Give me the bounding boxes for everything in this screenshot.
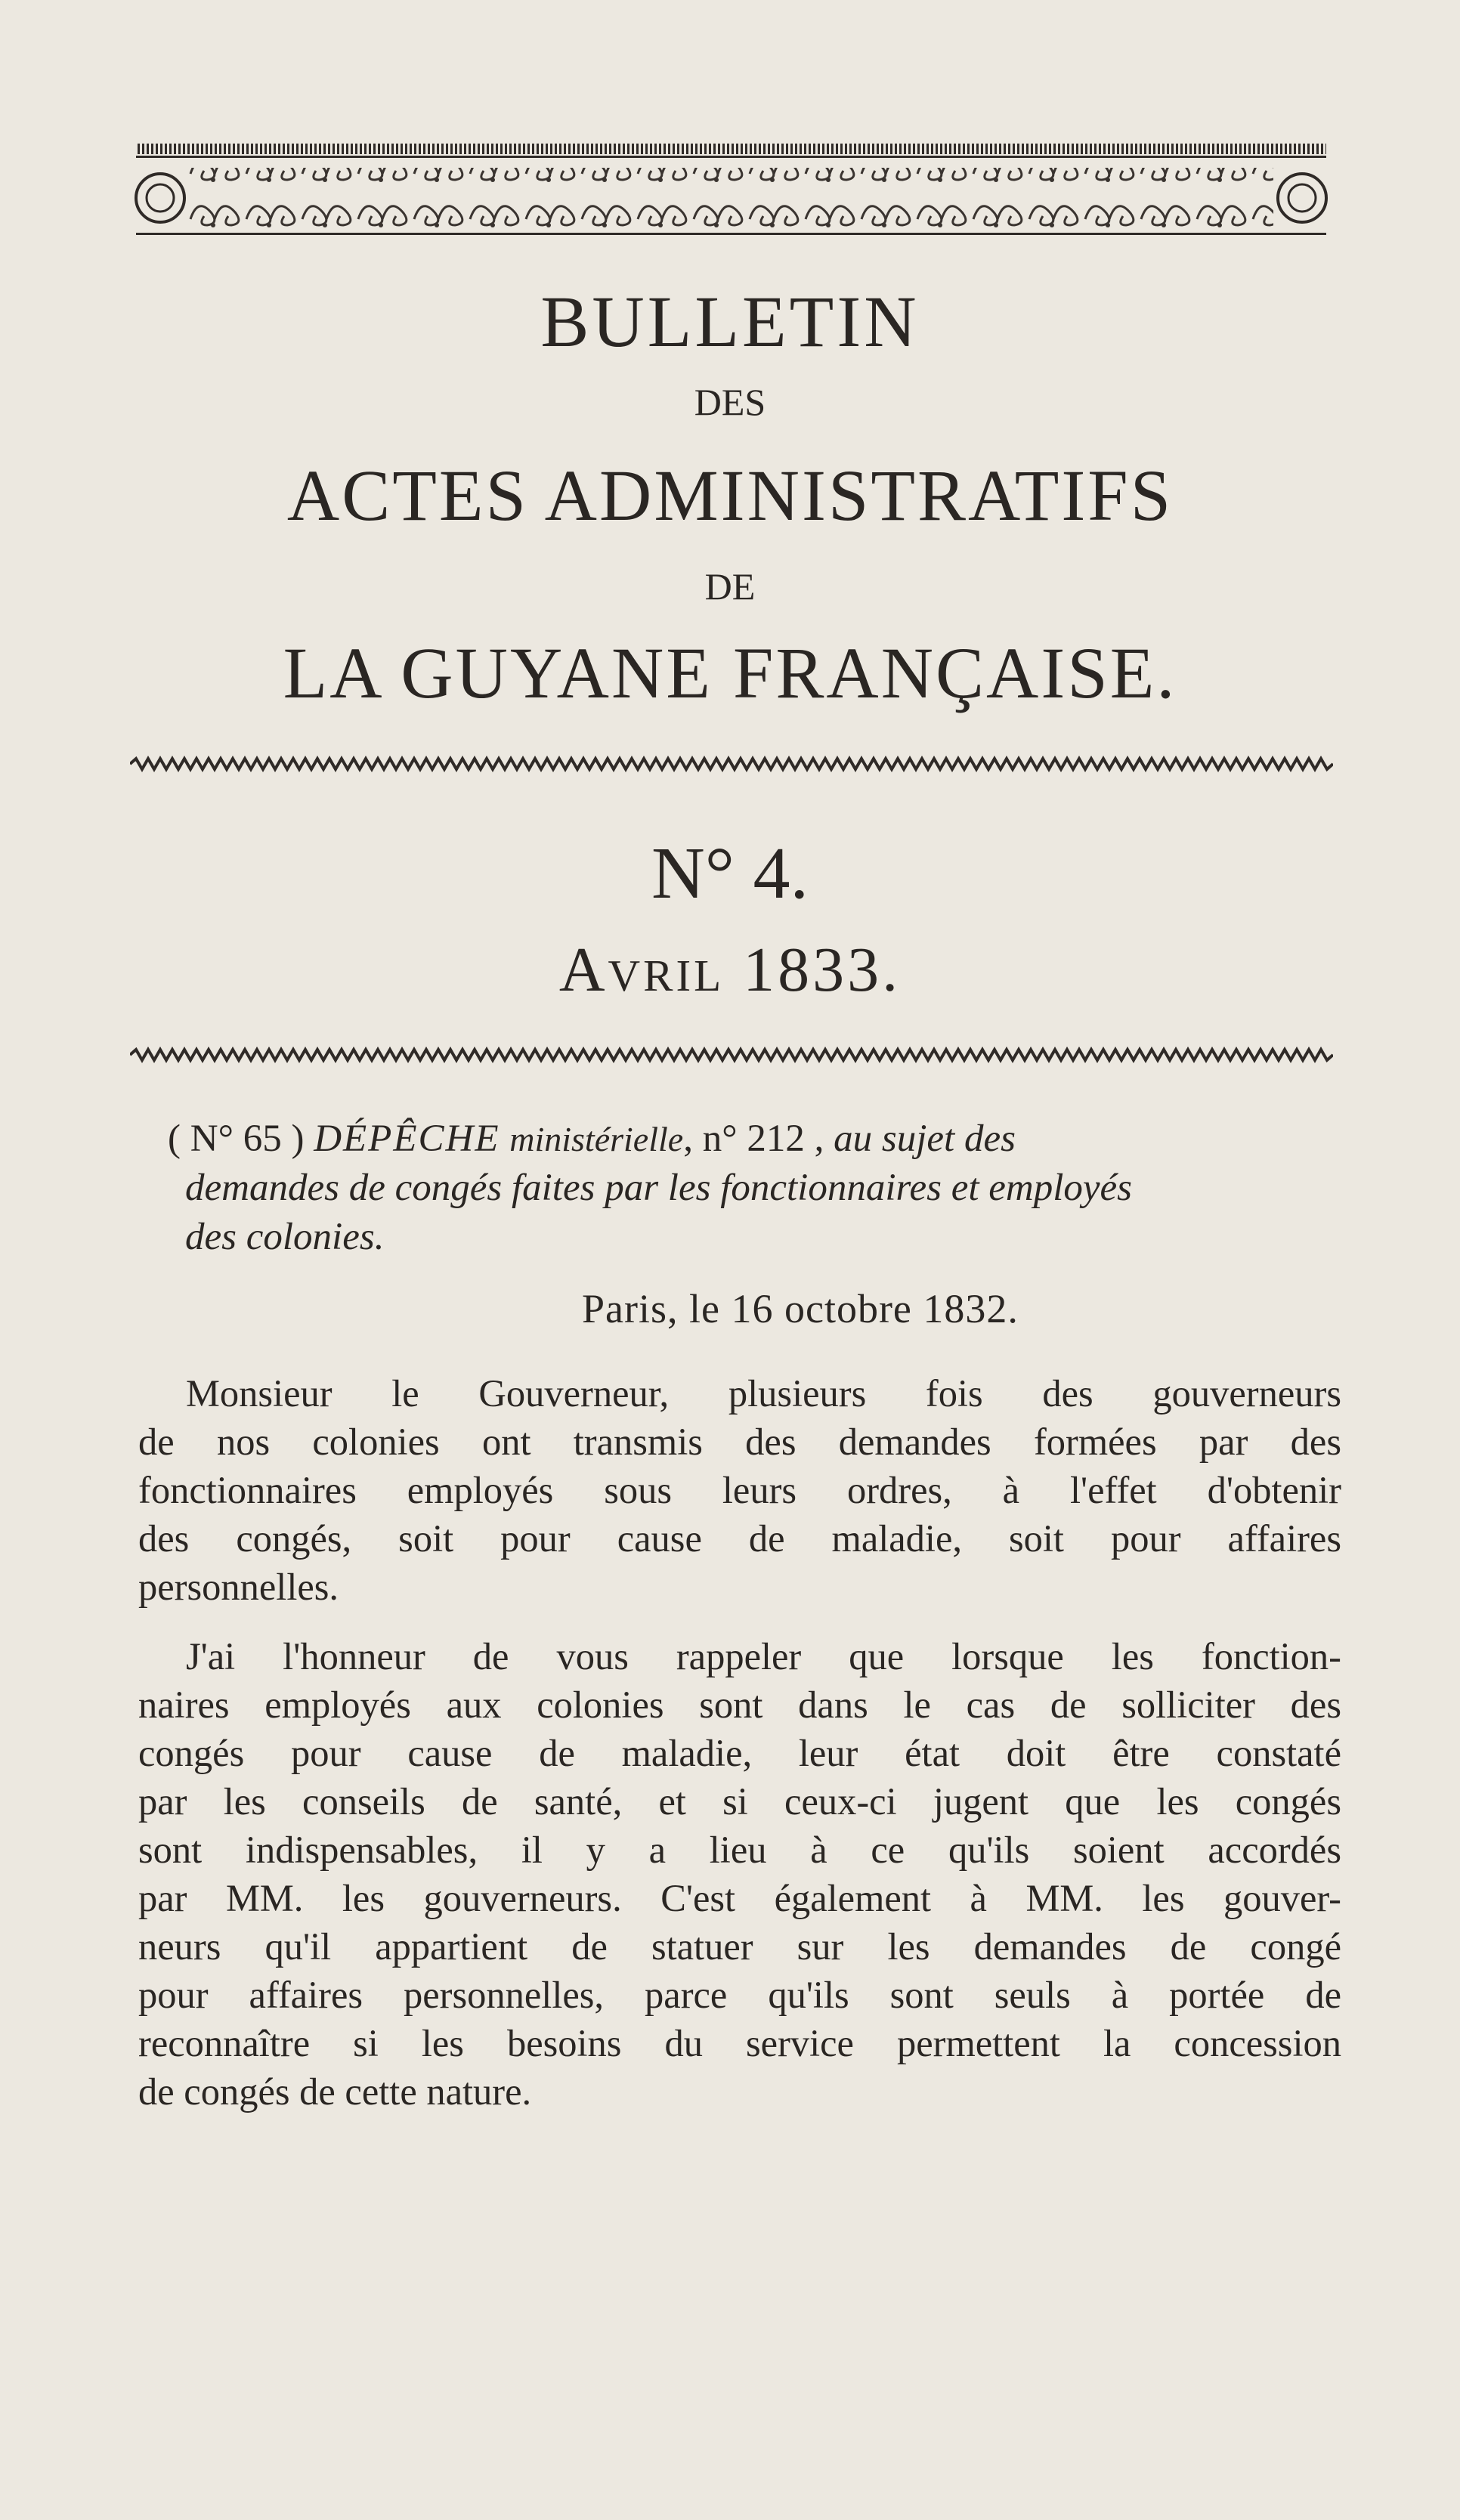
title-des: DES	[694, 381, 766, 423]
issue-number: N° 4.	[651, 833, 809, 914]
title-de: DE	[704, 565, 756, 608]
decorative-rule-top	[130, 756, 1333, 772]
depeche-heading-line1	[168, 1115, 1016, 1164]
issue-date	[0, 933, 1460, 1006]
paragraph1-line: fonctionnaires employés sous leurs ordres, à l'effet d'obtenir	[138, 1469, 1341, 1511]
depeche-subtitle-1: ministérielle	[509, 1120, 684, 1158]
paragraph2-line: reconnaître si les besoins du service permettent la concession	[138, 2022, 1341, 2064]
title-la-guyane-francaise: LA GUYANE FRANÇAISE.	[283, 632, 1177, 713]
paragraph2-line: sont indispensables, il y a lieu à ce qu'ils soient accordés	[138, 1829, 1341, 1871]
paragraph2-line: naires employés aux colonies sont dans le cas de solliciter des	[138, 1684, 1341, 1726]
depeche-title: DÉPÊCHE	[314, 1118, 500, 1160]
paragraph2-line: de congés de cette nature.	[138, 2070, 532, 2113]
paragraph2-line: pour affaires personnelles, parce qu'ils sont seuls à portée de	[138, 1974, 1341, 2016]
paragraph2-line: congés pour cause de maladie, leur état doit être constaté	[138, 1732, 1341, 1774]
depeche-subtitle-2: , n° 212 ,	[683, 1118, 824, 1160]
issue-month: Avril	[558, 935, 725, 1005]
dateline: Paris, le 16 octobre 1832.	[582, 1286, 1019, 1331]
depeche-heading-line2: demandes de congés faites par les fonctionnaires et employés	[185, 1167, 1133, 1209]
title-actes-administratifs: ACTES ADMINISTRATIFS	[286, 455, 1174, 536]
paragraph2-line: par MM. les gouverneurs. C'est également à MM. les gouver-	[138, 1877, 1341, 1919]
paragraph1-line: de nos colonies ont transmis des demandes formées par des	[138, 1421, 1341, 1463]
issue-year: 1833.	[743, 935, 902, 1005]
depeche-heading-line3: des colonies.	[185, 1216, 385, 1258]
paragraph1-line: des congés, soit pour cause de maladie, soit pour affaires	[138, 1517, 1341, 1560]
header-ornament	[128, 144, 1334, 242]
depeche-subtitle-3: au sujet des	[834, 1118, 1016, 1160]
depeche-ref: ( N° 65 )	[168, 1118, 305, 1160]
paragraph2-line: par les conseils de santé, et si ceux-ci jugent que les congés	[138, 1780, 1341, 1823]
decorative-rule-bottom	[130, 1047, 1333, 1063]
paragraph1-line: Monsieur le Gouverneur, plusieurs fois des gouverneurs	[186, 1372, 1341, 1415]
title-bulletin: BULLETIN	[540, 281, 920, 362]
paragraph1-line: personnelles.	[138, 1566, 339, 1608]
paragraph2-line: J'ai l'honneur de vous rappeler que lorsque les fonction-	[186, 1635, 1341, 1677]
paragraph2-line: neurs qu'il appartient de statuer sur les demandes de congé	[138, 1925, 1341, 1968]
